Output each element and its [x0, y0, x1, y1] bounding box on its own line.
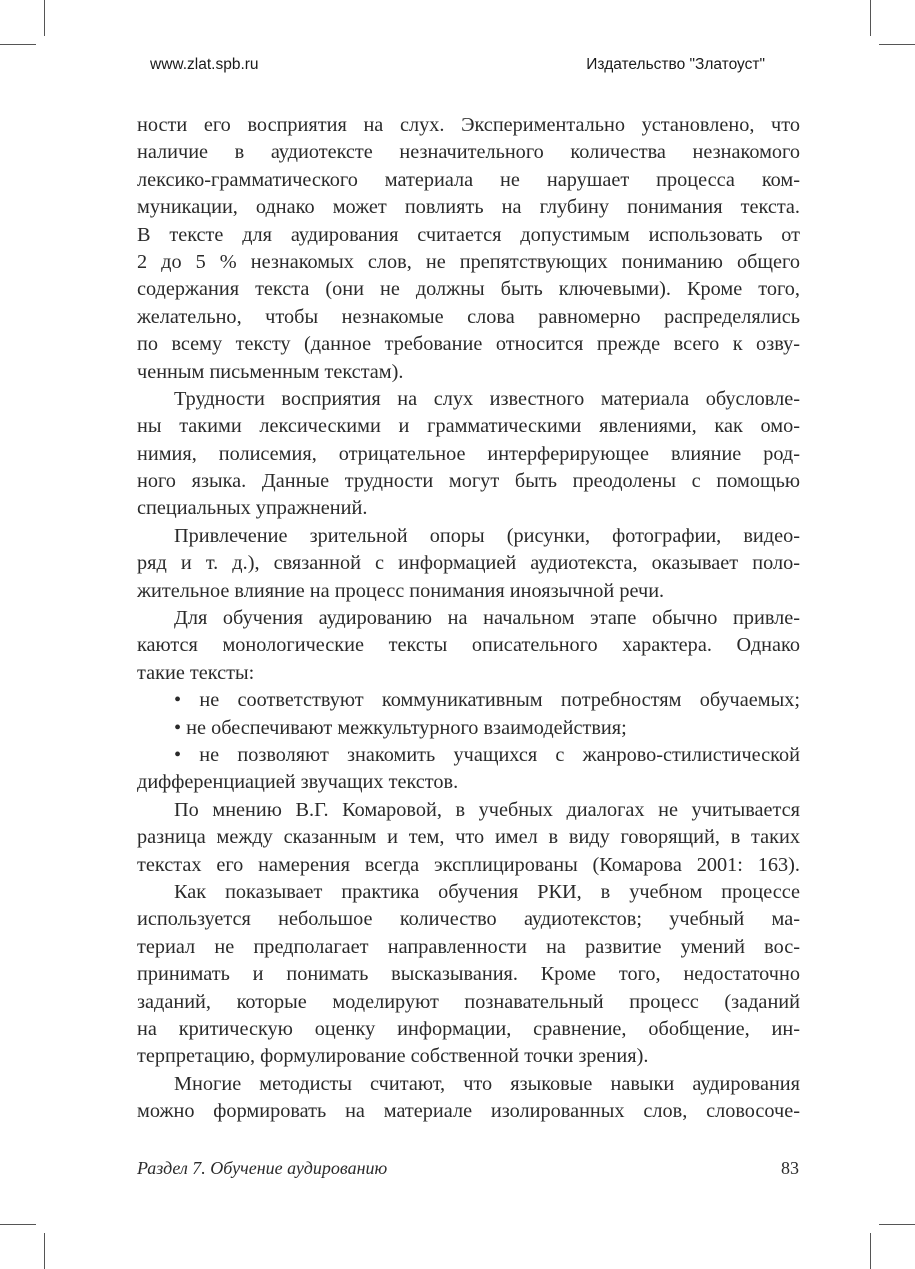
text-line: ного языка. Данные трудности могут быть преодолены с помощью — [137, 470, 800, 493]
page-number: 83 — [781, 1158, 799, 1178]
crop-mark-bottom-right-vertical — [870, 1233, 871, 1269]
text-line: нимия, полисемия, отрицательное интерферирующее влияние род- — [137, 442, 800, 465]
crop-mark-bottom-left-vertical — [44, 1233, 45, 1269]
crop-mark-top-right-vertical — [870, 0, 871, 36]
text-line: Трудности восприятия на слух известного материала обусловле- — [174, 387, 800, 410]
text-line: специальных упражнений. — [137, 497, 368, 520]
footer-section-title: Раздел 7. Обучение аудированию — [137, 1158, 388, 1178]
text-line: желательно, чтобы незнакомые слова равномерно распределялись — [137, 305, 800, 328]
text-line: ряд и т. д.), связанной с информацией аудиотекста, оказывает поло- — [137, 552, 800, 575]
text-line: по всему тексту (данное требование относится прежде всего к озву- — [137, 333, 800, 356]
text-line: заданий, которые моделируют познавательный процесс (заданий — [137, 990, 800, 1013]
text-line: лексико-грамматического материала не нарушает процесса ком- — [137, 168, 800, 191]
text-line: разница между сказанным и тем, что имел в виду говорящий, в таких — [137, 826, 800, 849]
text-line: такие тексты: — [137, 661, 255, 684]
text-line: содержания текста (они не должны быть ключевыми). Кроме того, — [137, 278, 800, 301]
text-line: принимать и понимать высказывания. Кроме того, недостаточно — [137, 963, 800, 986]
text-line: По мнению В.Г. Комаровой, в учебных диалогах не учитывается — [174, 798, 800, 821]
text-line: ны такими лексическими и грамматическими явлениями, как омо- — [137, 415, 800, 438]
text-line: жительное влияние на процесс понимания иноязычной речи. — [137, 579, 665, 602]
text-line: ности его восприятия на слух. Экспериментально установлено, что — [137, 114, 800, 136]
crop-mark-bottom-left-horizontal — [0, 1224, 36, 1225]
crop-mark-top-left-vertical — [44, 0, 45, 36]
text-line: • не позволяют знакомить учащихся с жанрово-стилистической — [174, 743, 800, 766]
text-line: Многие методисты считают, что языковые навыки аудирования — [174, 1072, 800, 1095]
text-line: наличие в аудиотексте незначительного количества незнакомого — [137, 141, 800, 164]
text-line: текстах его намерения всегда эксплицированы (Комарова 2001: 163). — [137, 853, 800, 876]
text-line: муникации, однако может повлиять на глубину понимания текста. — [137, 196, 800, 219]
text-line: дифференциацией звучащих текстов. — [137, 771, 459, 794]
text-line: териал не предполагает направленности на развитие умений вос- — [137, 935, 800, 958]
crop-mark-bottom-right-horizontal — [879, 1224, 915, 1225]
text-line: • не соответствуют коммуникативным потребностям обучаемых; — [174, 689, 800, 712]
text-line: Как показывает практика обучения РКИ, в учебном процессе — [174, 880, 800, 903]
text-line: • не обеспечивают межкультурного взаимодействия; — [174, 716, 627, 739]
body-text — [137, 112, 800, 1125]
crop-mark-top-right-horizontal — [879, 44, 915, 45]
text-line: 2 до 5 % незнакомых слов, не препятствующих пониманию общего — [137, 250, 800, 273]
text-line: ченным письменным текстам). — [137, 360, 404, 383]
text-line: можно формировать на материале изолированных слов, словосоче- — [137, 1100, 800, 1123]
text-line: на критическую оценку информации, сравнение, обобщение, ин- — [137, 1017, 800, 1040]
text-line: используется небольшое количество аудиотекстов; учебный ма- — [137, 908, 800, 931]
text-line: Привлечение зрительной опоры (рисунки, фотографии, видео- — [174, 524, 800, 547]
header-website: www.zlat.spb.ru — [150, 56, 259, 73]
text-line: терпретацию, формулирование собственной точки зрения). — [137, 1045, 649, 1068]
crop-mark-top-left-horizontal — [0, 44, 36, 45]
text-line: каются монологические тексты описательного характера. Однако — [137, 634, 800, 657]
text-line: В тексте для аудирования считается допустимым использовать от — [137, 223, 800, 246]
text-line: Для обучения аудированию на начальном этапе обычно привле- — [174, 607, 800, 630]
header-publisher: Издательство "Златоуст" — [586, 56, 765, 73]
